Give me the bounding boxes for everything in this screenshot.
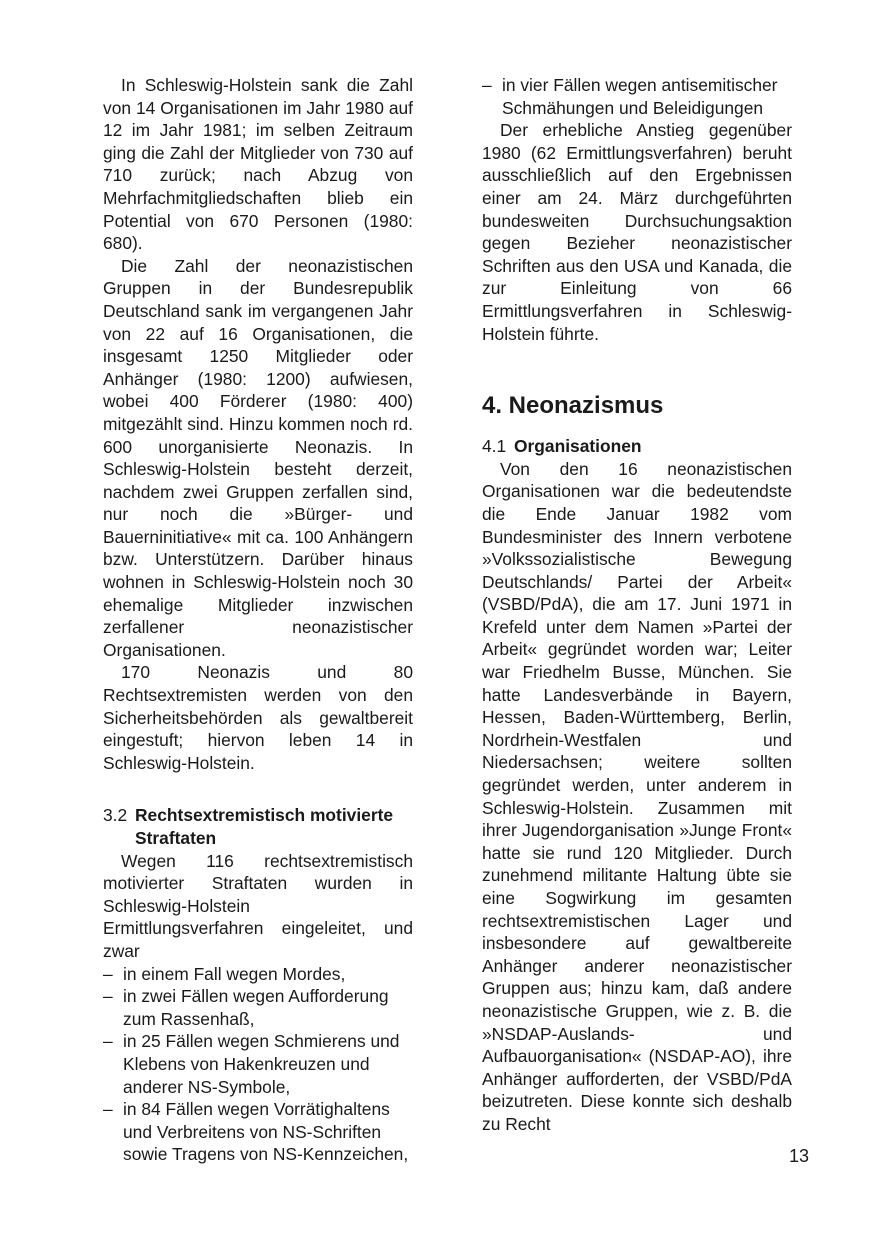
chapter-heading: 4. Neonazismus	[482, 392, 664, 420]
paragraph-offences-intro: Wegen 116 rechtsextremistisch motivierter Straftaten wurden in Schleswig-Holstein Ermittlungsverfahren eingeleitet, und zwar	[103, 850, 413, 961]
paragraph-neonazi-groups: Die Zahl der neonazistischen Gruppen in der Bundesrepublik Deutschland sank im vergangenen Jahr von 22 auf 16 Organisationen, die insgesamt 1250 Mitglieder oder Anhänger (1980: 1200) aufwiesen, wobei 400 Förderer (1980: 400) mitgezählt sind. Hinzu kommen noch rd. 600 unorganisierte Neonazis. In Schleswig-Holstein besteht derzeit, nachdem zwei Gruppen zerfallen sind, nur noch die »Bürger- und Bauerninitiative« mit ca. 100 Anhängern bzw. Unterstützern. Darüber hinaus wohnen in Schleswig-Holstein noch 30 ehemalige Mitglieder inzwischen zerfallener neonazistischer Organisationen.	[103, 255, 413, 660]
offences-list	[103, 963, 413, 1166]
section-title: Rechtsextremistisch motivierte Straftaten	[135, 805, 394, 848]
page-number: 13	[789, 1146, 810, 1166]
list-item: – in 84 Fällen wegen Vorrätighaltens und Verbreitens von NS-Schriften sowie Tragens von NS-Kennzeichen,	[103, 1098, 413, 1166]
paragraph-organisations-sh: In Schleswig-Holstein sank die Zahl von 14 Organisationen im Jahr 1980 auf 12 im Jahr 1981; im selben Zeitraum ging die Zahl der Mitglieder von 730 auf 710 zurück; nach Abzug von Mehrfachmitgliedschaften blieb ein Potential von 670 Personen (1980: 680).	[103, 75, 413, 254]
list-item: – in vier Fällen wegen antisemitischer Schmähungen und Beleidigungen	[482, 74, 792, 119]
section-number: 3.2	[103, 805, 128, 826]
list-item: – in zwei Fällen wegen Aufforderung zum Rassenhaß,	[103, 985, 413, 1030]
paragraph-violent-extremists: 170 Neonazis und 80 Rechtsextremisten werden von den Sicherheitsbehörden als gewaltbereit eingestuft; hiervon leben 14 in Schleswig-Holstein.	[103, 662, 413, 773]
paragraph-vsbd: Von den 16 neonazistischen Organisationen war die bedeutendste die Ende Januar 1982 vom Bundesminister des Innern verbotene »Volkssozialistische Bewegung Deutschlands/ Partei der Arbeit« (VSBD/PdA), die am 17. Juni 1971 in Krefeld unter dem Namen »Partei der Arbeit« gegründet worden war; Leiter war Friedhelm Busse, München. Sie hatte Landesverbände in Bayern, Hessen, Baden-Württemberg, Berlin, Nordrhein-Westfalen und Niedersachsen; weitere sollten gegründet werden, unter anderem in Schleswig-Holstein. Zusammen mit ihrer Jugendorganisation »Junge Front« hatte sie rund 120 Mitglieder. Durch zunehmend militante Haltung übte sie eine Sogwirkung im gesamten rechtsextremistischen Lager und insbesondere auf gewaltbereite Anhänger anderer neonazistischer Gruppen aus; hinzu kam, daß andere neonazistische Gruppen, wie z. B. die »NSDAP-Auslands- und Aufbauorganisation« (NSDAP-AO), ihre Anhänger aufforderten, der VSBD/PdA beizutreten. Diese konnte sich deshalb zu Recht	[482, 458, 792, 1134]
section-heading-4-1	[482, 435, 792, 458]
section-number: 4.1	[482, 436, 507, 457]
section-title: Organisationen	[514, 436, 642, 457]
list-item: – in 25 Fällen wegen Schmierens und Klebens von Hakenkreuzen und anderer NS-Symbole,	[103, 1030, 413, 1098]
section-heading-3-2	[103, 804, 413, 849]
right-column	[482, 74, 792, 1136]
paragraph-increase: Der erhebliche Anstieg gegenüber 1980 (62 Ermittlungsverfahren) beruht ausschließlich auf den Ergebnissen einer am 24. März durchgeführten bundesweiten Durchsuchungsaktion gegen Bezieher neonazistischer Schriften aus den USA und Kanada, die zur Einleitung von 66 Ermittlungsverfahren in Schleswig-Holstein führte.	[482, 120, 792, 344]
left-column	[103, 74, 413, 1166]
offences-list-continued	[482, 74, 792, 119]
list-item: – in einem Fall wegen Mordes,	[103, 963, 413, 986]
